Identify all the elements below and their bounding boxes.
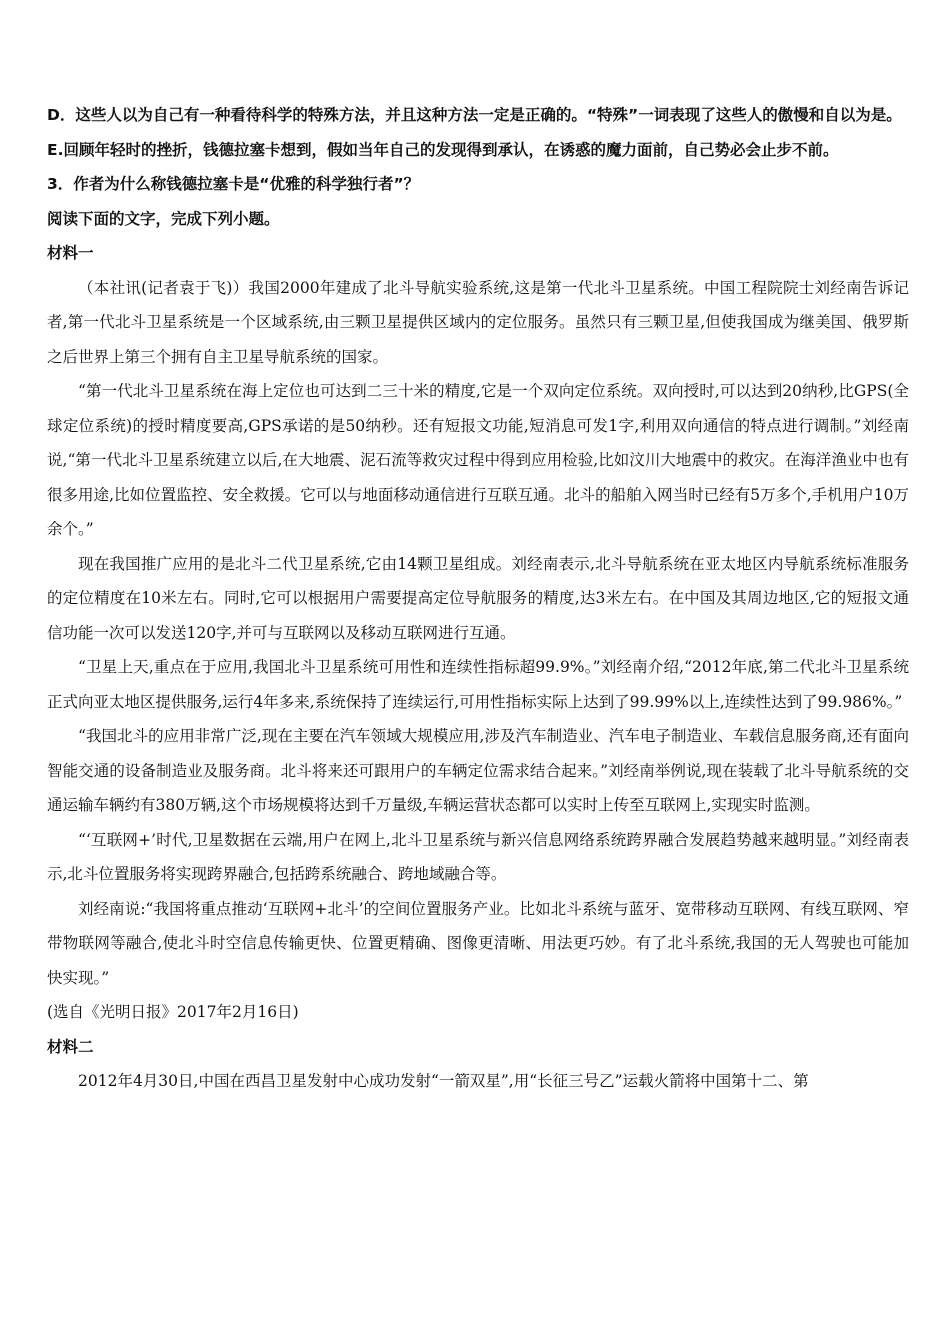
material-one-paragraph: “我国北斗的应用非常广泛,现在主要在汽车领域大规模应用,涉及汽车制造业、汽车电子制造业、车载信息服务商,还有面向智能交通的设备制造业及服务商。北斗将来还可跟用户的车辆定位需求结合起来。”刘经南举例说,现在装载了北斗导航系统的交通运输车辆约有380万辆,这个市场规模将达到千万量级,车辆运营状态都可以实时上传至互联网上,实现实时监测。 — [47, 727, 909, 814]
material-one-source: (选自《光明日报》2017年2月16日) — [47, 1003, 299, 1021]
reading-instruction: 阅读下面的文字，完成下列小题。 — [47, 209, 280, 228]
material-one-paragraph: 现在我国推广应用的是北斗二代卫星系统,它由14颗卫星组成。刘经南表示,北斗导航系统在亚太地区内导航系统标准服务的定位精度在10米左右。同时,它可以根据用户需要提高定位导航服务的精度,达3米左右。在中国及其周边地区,它的短报文通信功能一次可以发送120字,并可与互联网以及移动互联网进行互通。 — [47, 554, 909, 642]
material-one-paragraph: 刘经南说:“我国将重点推动‘互联网+北斗’的空间位置服务产业。比如北斗系统与蓝牙、宽带移动互联网、有线互联网、窄带物联网等融合,使北斗时空信息传输更快、位置更精确、图像更清晰、用法更巧妙。有了北斗系统,我国的无人驾驶也可能加快实现。” — [47, 899, 909, 987]
material-one-heading: 材料一 — [47, 244, 94, 262]
question-option-d: D．这些人以为自己有一种看待科学的特殊方法，并且这种方法一定是正确的。“特殊”一词表现了这些人的傲慢和自以为是。 — [47, 106, 902, 124]
material-one-paragraph: “第一代北斗卫星系统在海上定位也可达到二三十米的精度,它是一个双向定位系统。双向授时,可以达到20纳秒,比GPS(全球定位系统)的授时精度要高,GPS承诺的是50纳秒。还有短报文功能,短消息可发1字,利用双向通信的特点进行调制。”刘经南说,“第一代北斗卫星系统建立以后,在大地震、泥石流等救灾过程中得到应用检验,比如汶川大地震中的救灾。在海洋渔业中也有很多用途,比如位置监控、安全救援。它可以与地面移动通信进行互联互通。北斗的船舶入网当时已经有5万多个,手机用户10万余个。” — [47, 382, 909, 538]
material-one-paragraph: “‘互联网+’时代,卫星数据在云端,用户在网上,北斗卫星系统与新兴信息网络系统跨界融合发展趋势越来越明显。”刘经南表示,北斗位置服务将实现跨界融合,包括跨系统融合、跨地域融合等。 — [47, 830, 909, 883]
question-option-e: E.回顾年轻时的挫折，钱德拉塞卡想到，假如当年自己的发现得到承认，在诱惑的魔力面前，自己势必会止步不前。 — [47, 140, 839, 159]
material-one-paragraph: “卫星上天,重点在于应用,我国北斗卫星系统可用性和连续性指标超99.9%。”刘经南介绍,“2012年底,第二代北斗卫星系统正式向亚太地区提供服务,运行4年多来,系统保持了连续运行,可用性指标实际上达到了99.99%以上,连续性达到了99.986%。” — [47, 658, 909, 711]
document-page — [47, 98, 909, 1099]
material-two-paragraph: 2012年4月30日,中国在西昌卫星发射中心成功发射“一箭双星”,用“长征三号乙”运载火箭将中国第十二、第 — [78, 1072, 809, 1090]
question-3: 3．作者为什么称钱德拉塞卡是“优雅的科学独行者”？ — [47, 175, 420, 193]
material-two-heading: 材料二 — [47, 1037, 94, 1056]
material-one-paragraph: （本社讯(记者袁于飞)）我国2000年建成了北斗导航实验系统,这是第一代北斗卫星系统。中国工程院院士刘经南告诉记者,第一代北斗卫星系统是一个区域系统,由三颗卫星提供区域内的定位服务。虽然只有三颗卫星,但使我国成为继美国、俄罗斯之后世界上第三个拥有自主卫星导航系统的国家。 — [47, 278, 909, 366]
